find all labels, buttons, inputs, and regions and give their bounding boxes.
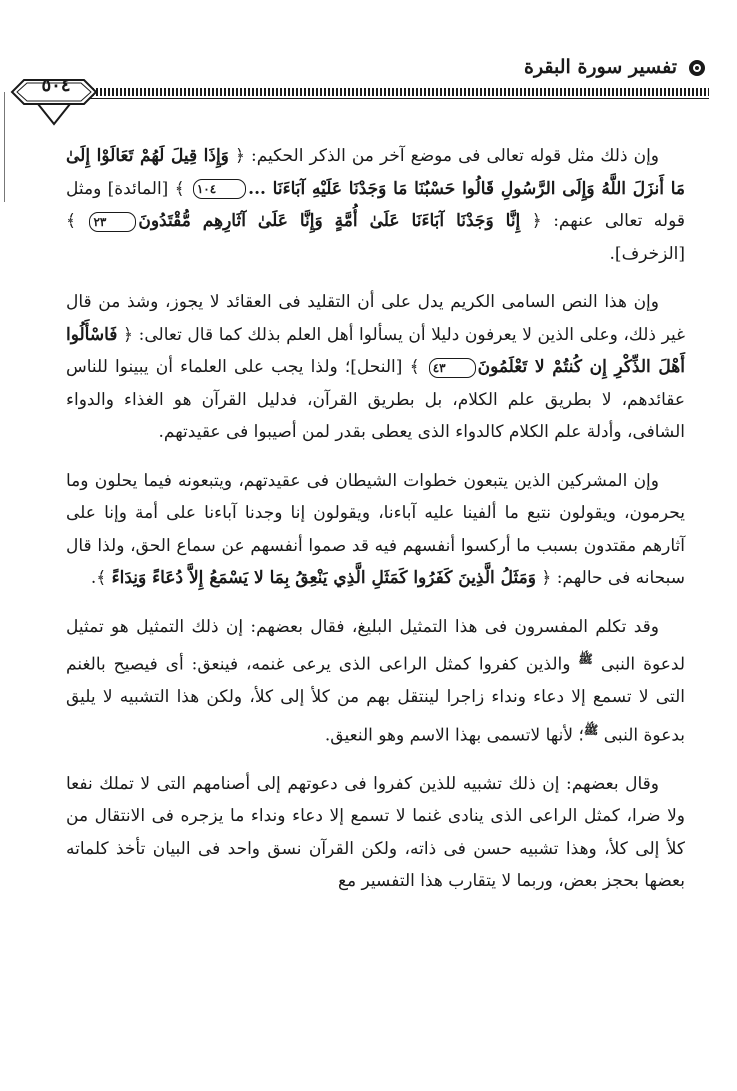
- body-text: والذين كفروا كمثل الراعى الذى يرعى غنمه، فينعق: أى فيصيح بالغنم التى لا تسمع إلا دعاء ونداء زاجرا لينتقل بهم من كلأ إلى كلأ، ولكن هذا التشبيه لا يليق بدعوة النبى: [66, 654, 685, 746]
- body-text: ﴾ [المائدة] ومثل قوله تعالى عنهم: ﴿: [66, 178, 685, 231]
- paragraph: [66, 465, 685, 595]
- body-text: ﴾ [النحل]؛ ولذا يجب على العلماء أن يبينوا للناس عقائدهم، لا بطريق علم الكلام، بل بطريق القرآن، فدليل القرآن هو الغذاء والدواء الشافى، وأدلة علم الكلام كالدواء الذى يعطى بقدر لمن أصيبوا فى عقيدتهم.: [66, 357, 685, 442]
- body-text: وإن هذا النص السامى الكريم يدل على أن التقليد فى العقائد لا يجوز، وشذ من قال غير ذلك، وعلى الذين لا يعرفون دليلا أن يسألوا أهل العلم بذلك كما قال تعالى: ﴿: [66, 292, 685, 345]
- floral-ornament-icon: [687, 58, 707, 78]
- quran-verse: وَمَثَلُ الَّذِينَ كَفَرُوا كَمَثَلِ الَّذِي يَنْعِقُ بِمَا لا يَسْمَعُ إِلاَّ دُعَاءً وَنِدَاءً: [111, 568, 536, 588]
- body-text: ﴾ [الزخرف].: [66, 211, 685, 264]
- header-rule: [72, 88, 709, 96]
- paragraph: [66, 768, 685, 898]
- margin-line: [4, 92, 5, 202]
- verse-number-marker: ٢٣: [89, 212, 136, 232]
- verse-number-marker: ١٠٤: [193, 179, 246, 199]
- paragraph: [66, 286, 685, 449]
- salutation-glyph: ﷺ: [578, 652, 593, 666]
- body-text: وإن ذلك مثل قوله تعالى فى موضع آخر من الذكر الحكيم: ﴿: [228, 146, 659, 166]
- verse-number-marker: ٤٣: [429, 358, 476, 378]
- page-body: [66, 140, 685, 914]
- body-text: ؛ لأنها لاتسمى بهذا الاسم وهو النعيق.: [324, 725, 584, 746]
- body-text: وقال بعضهم: إن ذلك تشبيه للذين كفروا فى دعوتهم إلى أصنامهم التى لا تملك نفعا ولا ضرا، كمثل الراعى الذى ينادى غنما لا تسمع إلا دعاء ونداء ما يزجره فى الانتقال من كلأ إلى كلأ، وهذا تشبيه حسن فى ذاته، ولكن القرآن نسق واحد فى البيان تأخذ كلماته بعضها بحجز بعض، وربما لا يتقارب هذا التفسير مع: [66, 773, 685, 892]
- page-number: ٥٠٤: [41, 75, 71, 96]
- header-rule-thin: [72, 98, 709, 99]
- page-header: [0, 0, 737, 130]
- quran-verse: فَاسْأَلُوا أَهْلَ الذِّكْرِ إِن كُنتُمْ لا تَعْلَمُونَ: [66, 324, 685, 377]
- body-text: وإن المشركين الذين يتبعون خطوات الشيطان فى عقيدتهم، ويتبعونه فيما يحلون وما يحرمون، ويقولون نتبع ما ألفينا عليه آباءنا، ويقولون إنا وجدنا آباءنا على أمة وإنا على آثارهم مقتدون بسبب ما أركسوا أنفسهم فيه قد صموا أنفسهم عن سماع الحق، ولذا قال سبحانه فى حالهم: ﴿: [66, 470, 685, 588]
- page-number-badge-icon: [4, 62, 104, 132]
- book-title: تفسير سورة البقرة: [523, 56, 677, 78]
- salutation-glyph: ﷺ: [583, 722, 599, 737]
- quran-verse: وَإِذَا قِيلَ لَهُمْ تَعَالَوْا إِلَىٰ مَا أَنزَلَ اللَّهُ وَإِلَى الرَّسُولِ قَالُوا حَسْبُنَا مَا وَجَدْنَا عَلَيْهِ آبَاءَنَا ...: [66, 146, 686, 199]
- body-text: وقد تكلم المفسرون فى هذا التمثيل البليغ، فقال بعضهم: إن ذلك التمثيل هو تمثيل لدعوة النبى: [66, 616, 686, 675]
- quran-verse: إِنَّا وَجَدْنَا آبَاءَنَا عَلَىٰ أُمَّةٍ وَإِنَّا عَلَىٰ آثَارِهِم مُّقْتَدُونَ: [138, 211, 521, 231]
- body-text: ﴾.: [90, 568, 112, 588]
- paragraph: [66, 140, 685, 270]
- paragraph: [66, 611, 685, 752]
